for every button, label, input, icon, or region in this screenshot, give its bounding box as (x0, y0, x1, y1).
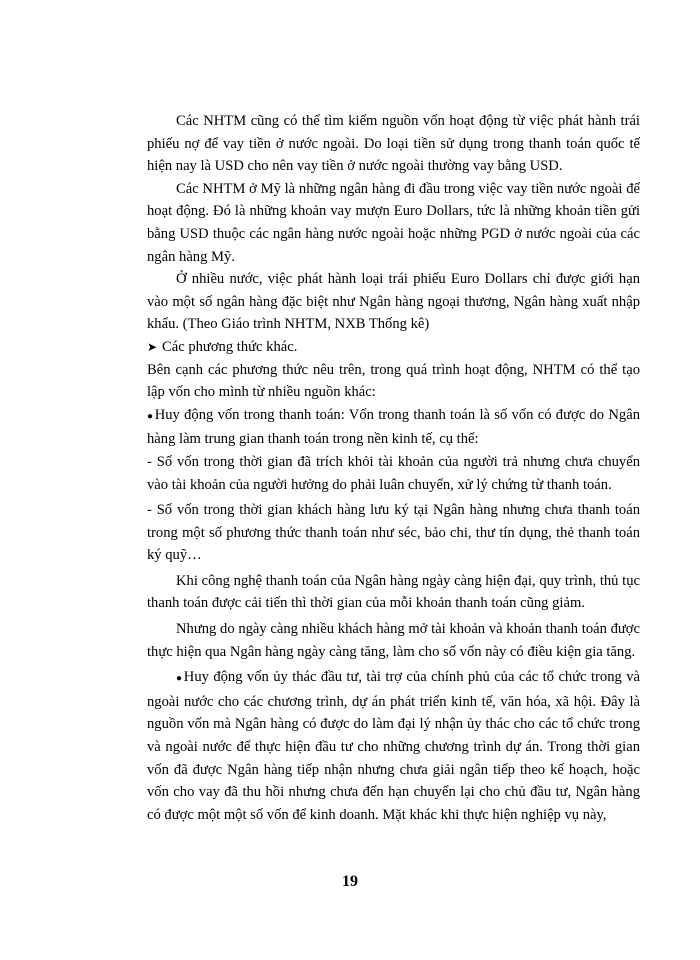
heading-other-methods (147, 336, 640, 359)
dash-item-deposited: - Số vốn trong thời gian khách hàng lưu ký tại Ngân hàng nhưng chưa thanh toán trong một số phương thức thanh toán như séc, bảo chi, thư tín dụng, thẻ thanh toán ký quỹ… (147, 502, 640, 564)
paragraph-more-customers: Nhưng do ngày càng nhiều khách hàng mở tài khoản và khoản thanh toán được thực hiện qua Ngân hàng ngày càng tăng, làm cho số vốn này có điều kiện gia tăng. (147, 621, 640, 660)
page-body (147, 110, 640, 826)
bullet-payment-capital (147, 404, 640, 451)
paragraph-bonds: Các NHTM cũng có thể tìm kiếm nguồn vốn hoạt động từ việc phát hành trái phiếu nợ để vay tiền ở nước ngoài. Do loại tiền sử dụng trong thanh toán quốc tế hiện nay là USD cho nên vay tiền ở nước ngoài thường vay bằng USD. (147, 113, 640, 175)
heading-other-methods-text: Các phương thức khác. (162, 338, 298, 355)
paragraph-intro: Bên cạnh các phương thức nêu trên, trong quá trình hoạt động, NHTM có thể tạo lập vốn cho mình từ nhiều nguồn khác: (147, 361, 640, 401)
bullet-trust-investment (147, 666, 640, 826)
bullet-icon: ● (176, 673, 183, 685)
bullet-payment-capital-text: Huy động vốn trong thanh toán: Vốn trong thanh toán là số vốn có được do Ngân hàng làm trung gian thanh toán trong nền kinh tế, cụ thể: (147, 406, 640, 448)
paragraph-euro-dollars: Ở nhiều nước, việc phát hành loại trái phiếu Euro Dollars chỉ được giới hạn vào một số ngân hàng đặc biệt như Ngân hàng ngoại thương, Ngân hàng xuất nhập khẩu. (Theo Giáo trình NHTM, NXB Thống kê) (147, 271, 640, 333)
page-number: 19 (342, 873, 358, 890)
arrowhead-icon: ➤ (147, 339, 158, 354)
bullet-icon: ● (147, 410, 154, 422)
paragraph-us-banks: Các NHTM ở Mỹ là những ngân hàng đi đầu trong việc vay tiền nước ngoài để hoạt động. Đó là những khoản vay mượn Euro Dollars, tức là những khoản tiền gửi bằng USD thuộc các ngân hàng nước ngoài hoặc những PGD ở nước ngoài của các ngân hàng Mỹ. (147, 180, 640, 265)
paragraph-technology: Khi công nghệ thanh toán của Ngân hàng ngày càng hiện đại, quy trình, thủ tục thanh toán được cải tiến thì thời gian của mỗi khoản thanh toán cũng giảm. (147, 572, 640, 612)
dash-item-deducted: - Số vốn trong thời gian đã trích khỏi tài khoản của người trả nhưng chưa chuyển vào tài khoản của người hưởng do phải luân chuyển, xử lý chứng từ thanh toán. (147, 453, 640, 493)
bullet-trust-investment-text: Huy động vốn ủy thác đầu tư, tài trợ của chính phủ của các tổ chức trong và ngoài nước cho các chương trình, dự án phát triển kinh tế, văn hóa, xã hội. Đây là nguồn vốn mà Ngân hàng có được do làm đại lý nhận ủy thác cho các tổ chức trong và ngoài nước để thực hiện đầu tư cho những chương trình dự án. Trong thời gian vốn đã được Ngân hàng tiếp nhận nhưng chưa giải ngân tiếp theo kế hoạch, hoặc vốn cho vay đã thu hồi nhưng chưa đến hạn chuyển lại cho chủ đầu tư, Ngân hàng có được một một số vốn để kinh doanh. Mặt khác khi thực hiện nghiệp vụ này, (147, 669, 640, 823)
